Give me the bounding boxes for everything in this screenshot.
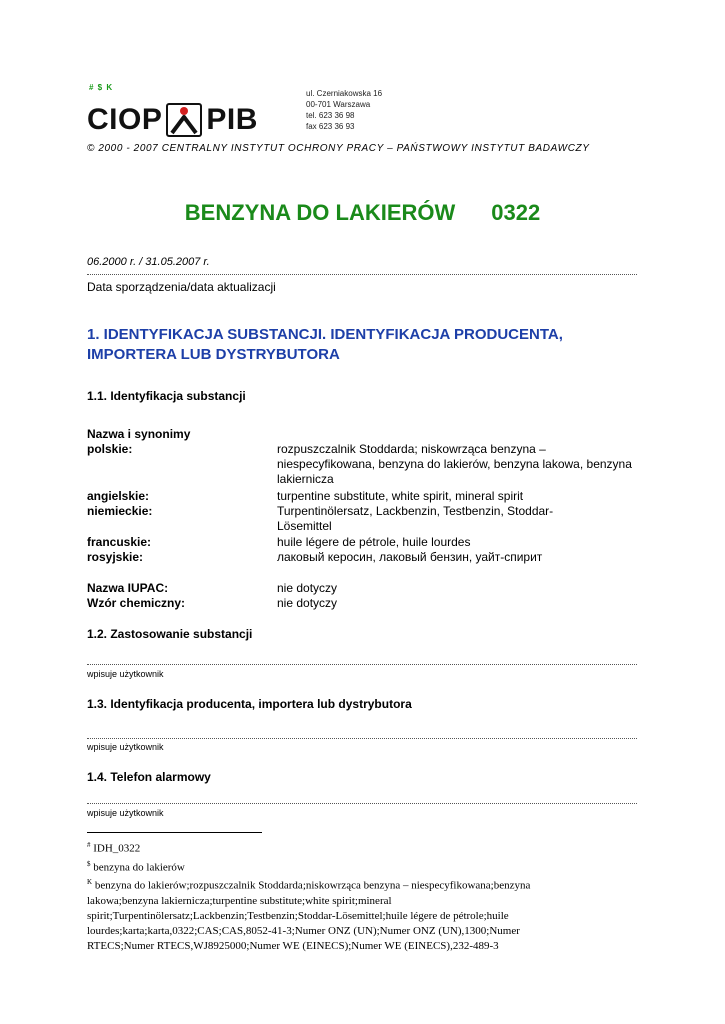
synonym-label-french: francuskie: [87, 535, 152, 549]
iupac-label: Nazwa IUPAC: [87, 581, 169, 595]
footnote-text: benzyna do lakierów [90, 861, 185, 874]
address-line: 00-701 Warszawa [306, 100, 371, 109]
fill-in-caption: wpisuje użytkownik [87, 808, 164, 818]
subsection-heading: 1.4. Telefon alarmowy [87, 770, 211, 784]
subsection-heading: 1.1. Identyfikacja substancji [87, 389, 246, 403]
synonym-label-english: angielskie: [87, 489, 150, 503]
logo-text-left: CIOP [87, 103, 163, 136]
ciop-pib-logo [87, 103, 258, 137]
fill-in-caption: wpisuje użytkownik [87, 742, 164, 752]
person-logo-icon [166, 103, 202, 137]
footnotes [87, 838, 587, 954]
dotted-divider [87, 274, 637, 275]
address-line: tel. 623 36 98 [306, 111, 355, 120]
footnote [87, 838, 587, 857]
formula-value: nie dotyczy [277, 596, 338, 610]
footnote-mark: # [87, 841, 91, 849]
logo-text-right: PIB [206, 103, 258, 136]
footnote-separator [87, 832, 262, 833]
synonym-label-polish: polskie: [87, 442, 133, 456]
subsection-heading: 1.2. Zastosowanie substancji [87, 627, 253, 641]
fill-in-line[interactable] [87, 803, 637, 804]
footnote-text: IDH_0322 [90, 842, 141, 855]
footnote-mark: K [87, 878, 93, 887]
synonym-label-russian: rosyjskie: [87, 550, 144, 564]
substance-name: BENZYNA DO LAKIERÓW [184, 200, 456, 225]
names-heading: Nazwa i synonimy [87, 427, 191, 441]
date-caption: Data sporządzenia/data aktualizacji [87, 280, 276, 294]
fill-in-line[interactable] [87, 738, 637, 739]
subsection-heading: 1.3. Identyfikacja producenta, importera lub dystrybutora [87, 697, 412, 711]
address-line: ul. Czerniakowska 16 [306, 89, 383, 98]
synonym-label-german: niemieckie: [87, 504, 153, 518]
document-dates: 06.2000 r. / 31.05.2007 r. [87, 256, 210, 268]
synonym-value-german: Turpentinölersatz, Lackbenzin, Testbenzin, Stoddar-Lösemittel [277, 504, 554, 533]
footnote-text: benzyna do lakierów;rozpuszczalnik Stoddarda;niskowrząca benzyna – niespecyfikowana;benzyna lakowa;benzyna lakiernicza;turpentine substitute;white spirit;mineral spirit;Turpentinölersatz;Lackbenzin;Testbenzin;Stoddar-Lösemittel;huile légere de pétrole;huile lourdes;karta;karta,0322;CAS;CAS,8052-41-3;Numer ONZ (UN);Numer ONZ (UN),1300;Numer RTECS;Numer RTECS,WJ8925000;Numer WE (EINECS);Numer WE (EINECS),232-489-3 [87, 879, 531, 952]
synonym-value-english: turpentine substitute, white spirit, mineral spirit [277, 489, 524, 503]
card-number: 0322 [491, 200, 541, 225]
address-line: fax 623 36 93 [306, 122, 355, 131]
fill-in-line[interactable] [87, 664, 637, 665]
footnote-mark: $ [87, 859, 91, 868]
synonym-value-french: huile légere de pétrole, huile lourdes [277, 535, 471, 549]
section-heading: 1. IDENTYFIKACJA SUBSTANCJI. IDENTYFIKACJA PRODUCENTA, IMPORTERA LUB DYSTRYBUTORA [87, 326, 563, 363]
iupac-value: nie dotyczy [277, 581, 338, 595]
footnote [87, 857, 587, 876]
footnote-marks: # $ K [89, 83, 114, 92]
fill-in-caption: wpisuje użytkownik [87, 669, 164, 679]
document-title [0, 200, 725, 226]
footnote [87, 875, 587, 954]
synonym-value-russian: лаковый керосин, лаковый бензин, уайт-спирит [277, 550, 543, 564]
address-block [306, 88, 382, 132]
copyright-line: © 2000 - 2007 CENTRALNY INSTYTUT OCHRONY PRACY – PAŃSTWOWY INSTYTUT BADAWCZY [87, 143, 590, 154]
synonym-value-polish: rozpuszczalnik Stoddarda; niskowrząca benzyna – niespecyfikowana, benzyna do lakierów, benzyna lakowa, benzyna lakiernicza [277, 442, 632, 486]
formula-label: Wzór chemiczny: [87, 596, 186, 610]
